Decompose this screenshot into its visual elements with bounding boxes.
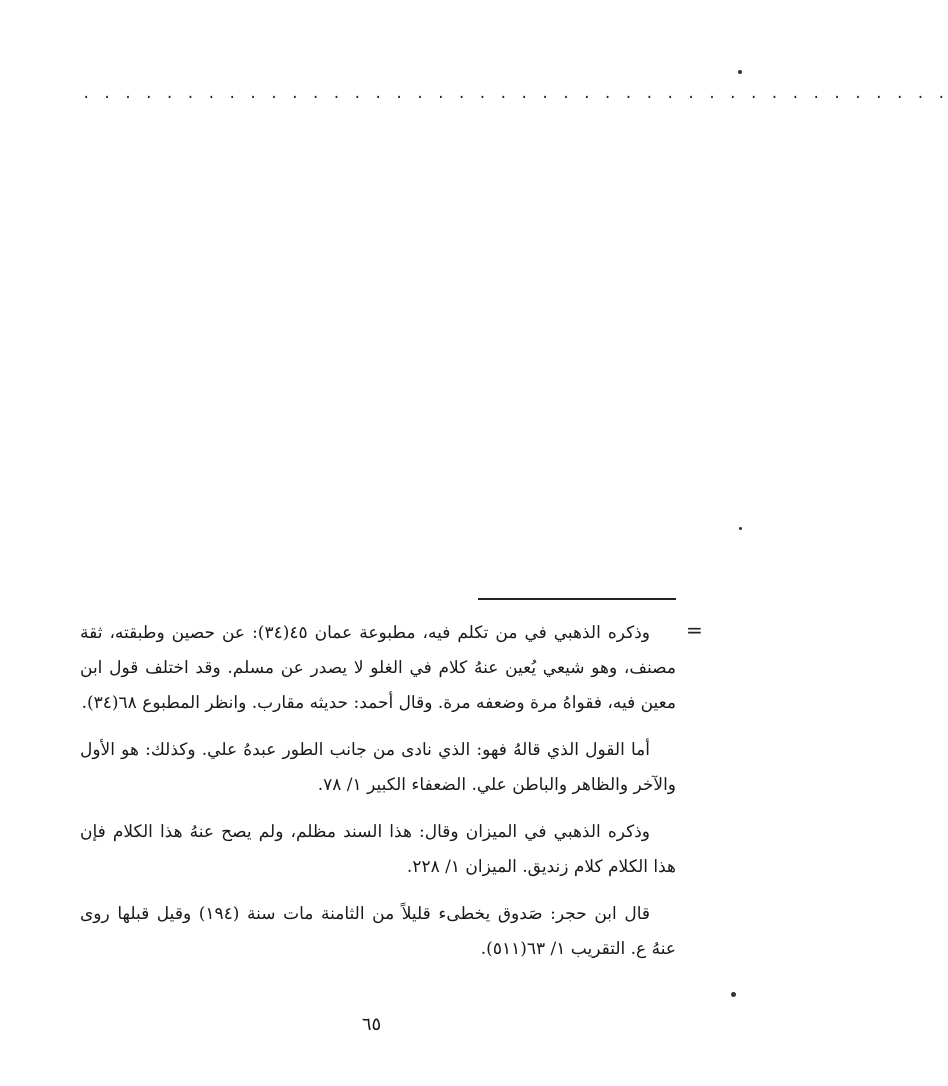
scan-speck — [739, 527, 742, 530]
page-number: ٦٥ — [361, 1014, 382, 1035]
dotted-separator: . . . . . . . . . . . . . . . . . . . . . . . . . . . . . . . . . . . . . . . . . . — [82, 86, 948, 102]
footnote-rule — [478, 598, 676, 600]
footnote-paragraph: وذكره الذهبي في الميزان وقال: هذا السند مظلم، ولم يصح عنهُ هذا الكلام فإن هذا الكلام كلام زنديق. الميزان ١/ ٢٢٨. — [80, 822, 676, 877]
scan-speck — [731, 992, 736, 997]
scan-speck — [738, 70, 742, 74]
footnote-paragraph: وذكره الذهبي في من تكلم فيه، مطبوعة عمان ٤٥(٣٤): عن حصين وطبقته، ثقة مصنف، وهو شيعي يُعين عنهُ كلام في الغلو لا يصدر عن مسلم. وقد اختلف قول ابن معين فيه، فقواهُ مرة وضعفه مرة. وقال أحمد: حديثه مقارب. وانظر المطبوع ٦٨(٣٤). — [80, 623, 676, 713]
continuation-mark: = — [686, 618, 703, 642]
footnotes-block — [80, 616, 676, 979]
footnote-paragraph: قال ابن حجر: صَدوق يخطىء قليلاً من الثامنة مات سنة (١٩٤) وقيل قبلها روى عنهُ ع. التقريب ١/ ٦٣(٥١١). — [80, 904, 676, 959]
footnote-paragraph: أما القول الذي قالهُ فهو: الذي نادى من جانب الطور عبدهُ علي. وكذلك: هو الأول والآخر والظاهر والباطن علي. الضعفاء الكبير ١/ ٧٨. — [80, 740, 676, 795]
